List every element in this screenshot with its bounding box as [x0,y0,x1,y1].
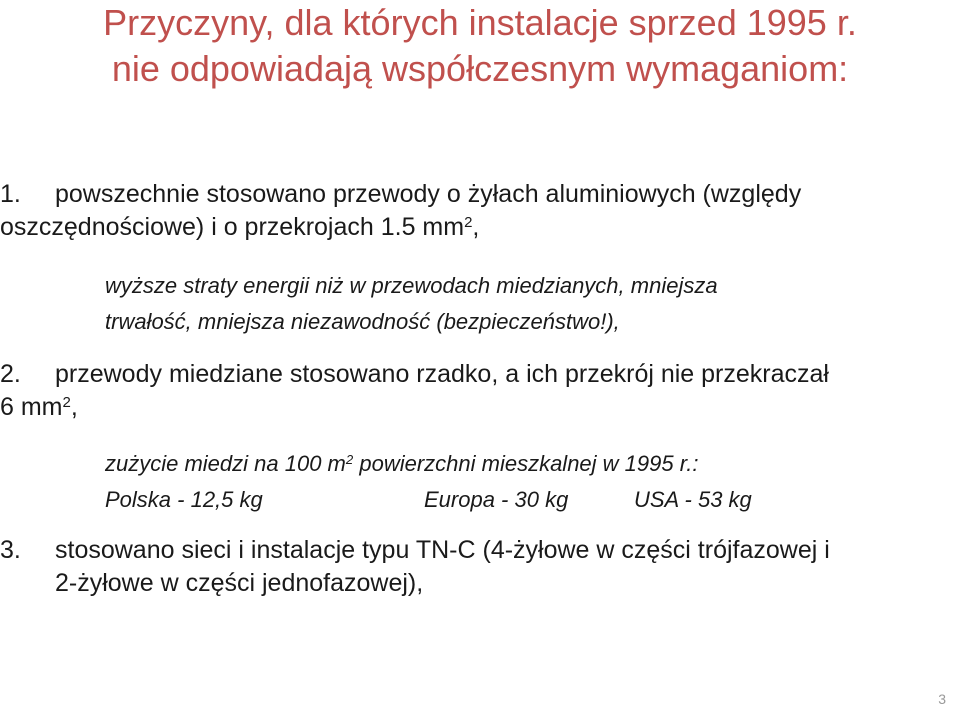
stat-poland: Polska - 12,5 kg [105,487,263,512]
item-text-line-2: 2-żyłowe w części jednofazowej), [55,569,424,597]
item-1-detail-line-2: trwałość, mniejsza niezawodność (bezpieczeństwo!), [105,309,620,334]
slide-title-line-1: Przyczyny, dla których instalacje sprzed 1995 r. [103,2,857,43]
item-text-line-1: powszechnie stosowano przewody o żyłach aluminiowych (względy [55,180,802,208]
item-number: 1. [0,180,21,208]
item-text-line-2-main: oszczędnościowe) i o przekrojach 1.5 mm [0,213,465,241]
superscript: 2 [62,393,71,411]
slide-title-line-2: nie odpowiadają współczesnym wymaganiom: [111,48,849,89]
detail-text-end: powierzchni mieszkalnej w 1995 r.: [353,451,699,476]
detail-text: zużycie miedzi na 100 m [105,451,346,476]
item-text-line-2 [0,211,479,244]
item-text-line-2 [0,391,78,424]
item-text-line-1: przewody miedziane stosowano rzadko, a ich przekrój nie przekraczał [55,360,829,388]
item-number: 2. [0,360,21,388]
item-text-line-2-end: , [472,213,480,241]
superscript: 2 [345,451,354,467]
stat-europe: Europa - 30 kg [424,487,569,512]
item-2-detail-line-1 [105,446,698,482]
slide-title [0,0,960,92]
superscript: 2 [464,213,473,231]
page-number: 3 [938,691,946,707]
item-number: 3. [0,536,21,564]
stat-usa: USA - 53 kg [634,487,752,512]
item-text-line-1: stosowano sieci i instalacje typu TN-C (4-żyłowe w części trójfazowej i [55,536,830,564]
item-text-line-2-main: 6 mm [0,393,63,421]
item-text-line-2-end: , [70,393,78,421]
item-1-detail-line-1: wyższe straty energii niż w przewodach miedzianych, mniejsza [105,273,718,298]
